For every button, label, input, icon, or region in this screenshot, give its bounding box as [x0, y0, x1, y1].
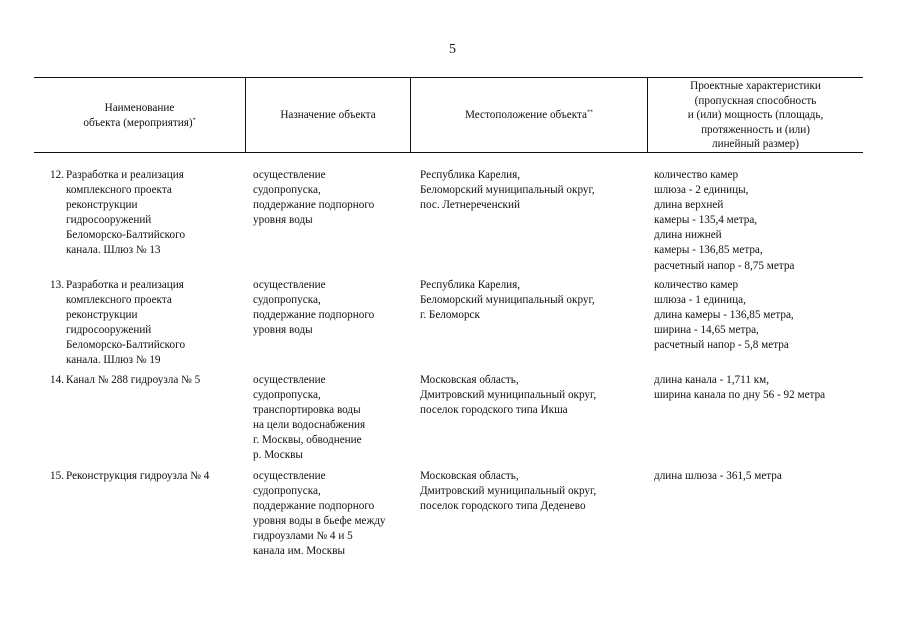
header-location-column: [411, 78, 648, 153]
header-purpose-column: [246, 78, 411, 153]
object-name: Канал № 288 гидроузла № 5: [66, 374, 201, 386]
header-location-footnote-mark: **: [587, 109, 593, 116]
object-specs: количество камер шлюза - 1 единица, длина камеры - 136,85 метра, ширина - 14,65 метра, расчетный напор - 5,8 метра: [654, 279, 794, 352]
object-location: Московская область, Дмитровский муниципальный округ, поселок городского типа Деденево: [420, 470, 597, 513]
object-purpose: осуществление судопропуска, транспортировка воды на цели водоснабжения г. Москвы, обводнение р. Москвы: [253, 374, 366, 462]
object-purpose: осуществление судопропуска, поддержание подпорного уровня воды: [253, 279, 375, 337]
object-specs: количество камер шлюза - 2 единицы, длина верхней камеры - 135,4 метра, длина нижней камеры - 136,85 метра, расчетный напор - 8,75 метра: [654, 169, 795, 272]
object-specs: длина канала - 1,711 км, ширина канала по дну 56 - 92 метра: [654, 374, 826, 402]
row-number: 13.: [50, 279, 64, 291]
row-number: 12.: [50, 169, 64, 181]
object-location: Республика Карелия, Беломорский муниципальный округ, г. Беломорск: [420, 279, 595, 322]
object-purpose: осуществление судопропуска, поддержание подпорного уровня воды в бьефе между гидроузлами № 4 и 5 канала им. Москвы: [253, 470, 386, 558]
header-location-label: Местоположение объекта: [465, 109, 587, 122]
object-specs: длина шлюза - 361,5 метра: [654, 470, 782, 482]
row-number: 15.: [50, 470, 64, 482]
row-number: 14.: [50, 374, 64, 386]
header-name-label: Наименование объекта (мероприятия): [83, 102, 193, 129]
object-location: Московская область, Дмитровский муниципальный округ, поселок городского типа Икша: [420, 374, 597, 417]
object-purpose: осуществление судопропуска, поддержание подпорного уровня воды: [253, 169, 375, 227]
header-purpose-label: Назначение объекта: [280, 109, 376, 122]
header-specs-column: [648, 78, 863, 153]
object-location: Республика Карелия, Беломорский муниципальный округ, пос. Летнереченский: [420, 169, 595, 212]
object-name: Реконструкция гидроузла № 4: [66, 470, 210, 482]
object-name: Разработка и реализация комплексного проекта реконструкции гидросооружений Беломорско-Балтийского канала. Шлюз № 13: [66, 169, 186, 257]
object-name: Разработка и реализация комплексного проекта реконструкции гидросооружений Беломорско-Балтийского канала. Шлюз № 19: [66, 279, 186, 367]
header-specs-label: Проектные характеристики (пропускная способность и (или) мощность (площадь, протяженность и (или) линейный размер): [687, 80, 824, 151]
page-number: 5: [449, 42, 456, 57]
header-name-column: [34, 78, 246, 153]
header-name-footnote-mark: *: [192, 116, 196, 123]
